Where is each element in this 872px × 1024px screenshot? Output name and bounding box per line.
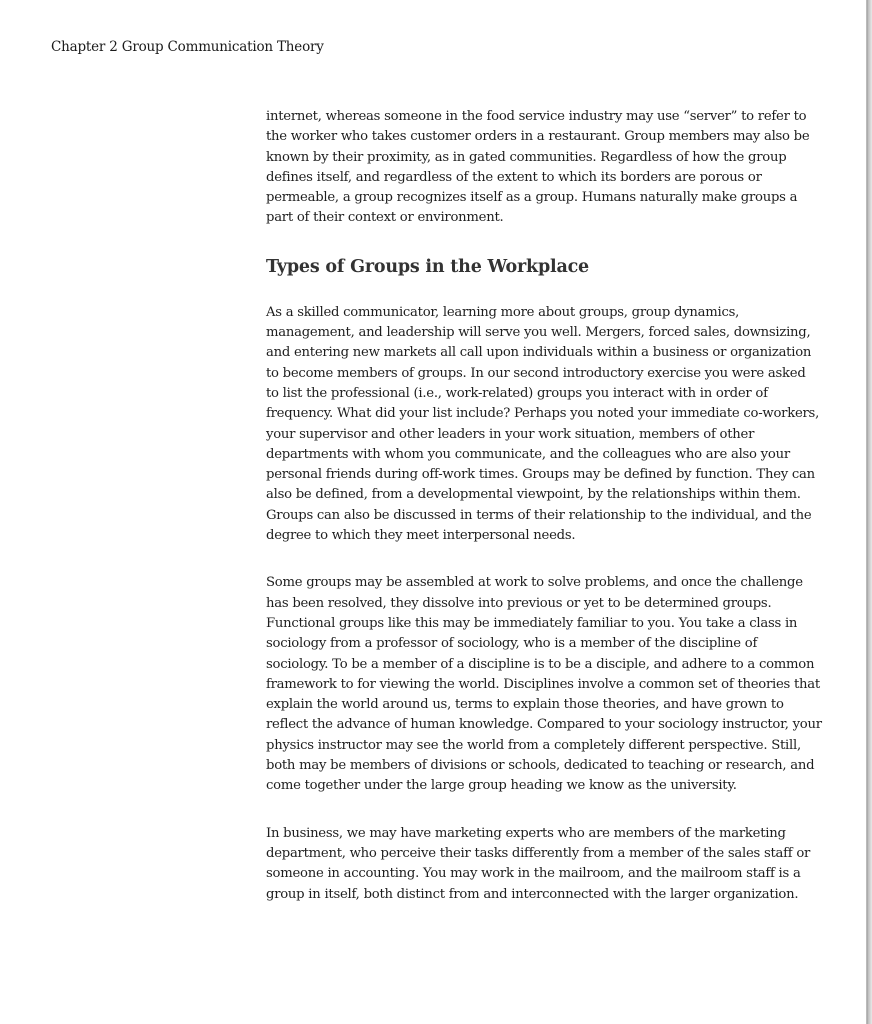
body-paragraph: As a skilled communicator, learning more about groups, group dynamics, management, and leadership will serve you well. Mergers, forced sales, downsizing, and entering new markets all call upon individuals within a business or organization to become members of groups. In our second introductory exercise you were asked to list the professional (i.e., work-related) groups you interact with in order of frequency. What did your list include? Perhaps you noted your immediate co-workers, your supervisor and other leaders in your work situation, members of other departments with whom you communicate, and the colleagues who are also your personal friends during off-work times. Groups may be defined by function. They can also be defined, from a developmental viewpoint, by the relationships within them. Groups can also be discussed in terms of their relationship to the individual, and the degree to which they meet interpersonal needs. — [266, 304, 820, 544]
body-paragraph: In business, we may have marketing experts who are members of the marketing department, who perceive their tasks differently from a member of the sales staff or someone in accounting. You may work in the mailroom, and the mailroom staff is a group in itself, both distinct from and interconnected with the larger organization. — [266, 825, 811, 902]
body-paragraph: internet, whereas someone in the food service industry may use “server” to refer to the worker who takes customer orders in a restaurant. Group members may also be known by their proximity, as in gated communities. Regardless of how the group defines itself, and regardless of the extent to which its borders are porous or permeable, a group recognizes itself as a group. Humans naturally make groups a part of their context or environment. — [266, 109, 810, 226]
running-header: Chapter 2 Group Communication Theory — [51, 39, 324, 55]
body-content — [266, 107, 822, 905]
body-paragraph: Some groups may be assembled at work to solve problems, and once the challenge has been resolved, they dissolve into previous or yet to be determined groups. Functional groups like this may be immediately familiar to you. You take a class in sociology from a professor of sociology, who is a member of the discipline of sociology. To be a member of a discipline is to be a disciple, and adhere to a common framework to for viewing the world. Disciplines involve a common set of theories that explain the world around us, terms to explain those theories, and have grown to reflect the advance of human knowledge. Compared to your sociology instructor, your physics instructor may see the world from a completely different perspective. Still, both may be members of divisions or schools, dedicated to teaching or research, and come together under the large group heading we know as the university. — [266, 575, 822, 794]
page-edge-divider — [866, 0, 872, 1024]
section-heading: Types of Groups in the Workplace — [266, 256, 589, 277]
